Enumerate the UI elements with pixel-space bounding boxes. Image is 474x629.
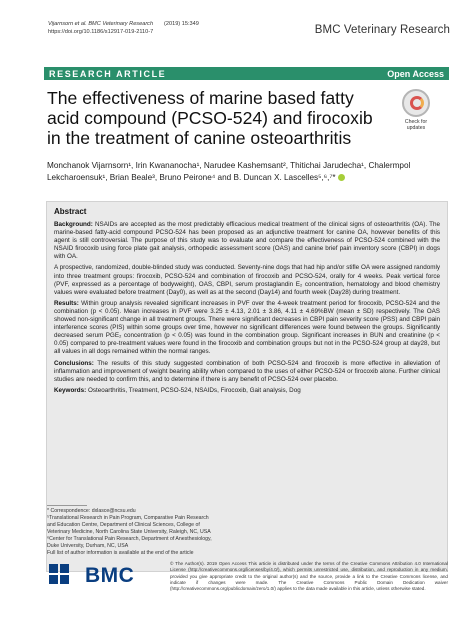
bmc-logo	[47, 560, 142, 590]
abstract-methods: A prospective, randomized, double-blinded study was conducted. Seventy-nine dogs that had hip and/or stifle OA were assigned randomly into three treatment groups: firocoxib, PCSO-524 and combination of firocoxib and PCSO-524, orally for 4 weeks. Peak vertical force (PVF, expressed as a percentage of bodyweight), OAS, CBPI, serum prostaglandin E₂ concentration, hematology and blood chemistry values were evaluated before treatment (Day0), as well as at the second (Day14) and fourth week (Day28) during treatment.	[54, 264, 440, 296]
crossmark-icon	[402, 89, 430, 117]
check-for-updates-badge[interactable]	[397, 89, 435, 135]
citation-authors: Vijarnsorn	[48, 21, 74, 27]
background-label: Background:	[54, 221, 93, 228]
background-text: NSAIDs are accepted as the most predictably efficacious medical treatment of the clinical signs of osteoarthritis (OA). The marine-based fatty-acid compound PCSO-524 has been proposed as an adjunctive treatment for canine OA, however benefits of this agent is still controversial. The purpose of this study was to evaluate and compare the effectiveness of PCSO-524 combined with the NSAID firocoxib using force plate gait analysis, orthopedic assessment score (OAS) and canine brief pain inventory score (CBPI) in dogs with OA.	[54, 221, 440, 261]
conclusions-text: The results of this study suggested combination of both PCSO-524 and firocoxib is more effective in alleviation of inflammation and improvement of weight bearing ability when compared to the uses of either PCSO-524 or firocoxib alone. Further clinical studies are needed to confirm this, and to determine if there is any benefit of PCSO-524 over placebo.	[54, 359, 440, 383]
badge-line2: updates	[406, 125, 426, 131]
correspondence[interactable]: * Correspondence: dxlasce@ncsu.edu	[47, 508, 136, 514]
bmc-logo-text: BMC	[85, 564, 135, 587]
orcid-icon[interactable]	[338, 174, 345, 181]
journal-name: BMC Veterinary Research	[314, 24, 450, 36]
bmc-logo-icon	[47, 560, 81, 590]
badge-line1: Check for	[404, 119, 428, 125]
keywords-label: Keywords:	[54, 386, 87, 394]
abstract-keywords	[54, 387, 440, 395]
author-list	[47, 160, 447, 184]
abstract-conclusions	[54, 360, 440, 384]
results-text: Within group analysis revealed significant increases in PVF over the 4-week treatment period for firocoxib, PCSO-524 and the combination (p < 0.05). Mean increases in PVF were 3.25 ± 4.13, 2.01 ± 3.86, 4.11 ± 4.69%BW (mean ± SD) respectively. The OAS showed non-significant change in all treatment groups. There were significant decreases in CBPI pain severity score (PSS) and CBPI pain interference scores (PIS) within some groups over time, however no significant differences were found between the groups. Significantly decreased serum PGE₂ concentration (p < 0.05) was found in the combination group. Significant increases in BUN and creatinine (p < 0.05) compared to pre-treatment values were found in the firocoxib and combination groups but not in the PCSO-524 group at day28, but all values in all dogs remained within the normal ranges.	[54, 299, 440, 356]
author-info-note: Full list of author information is available at the end of the article	[47, 550, 194, 556]
citation-year: (2019) 15:349	[164, 21, 199, 27]
abstract-results	[54, 300, 440, 357]
authors-text: Monchanok Vijarnsorn¹, Irin Kwananocha¹, Narudee Kashemsant², Thitichai Jarudecha¹, Chalermpol Lekcharoensuk¹, Brian Beale³, Bruno Peirone⁴ and B. Duncan X. Lascelles⁵,⁶,⁷*	[47, 161, 411, 182]
footnote-divider	[47, 505, 87, 506]
results-label: Results:	[54, 299, 79, 307]
affiliation-5: ⁵Translational Research in Pain Program, Comparative Pain Research and Education Centre, Department of Clinical Sciences, College of Veterinary Medicine, North Carolina State University, Raleigh, NC, USA	[47, 515, 211, 535]
abstract-heading: Abstract	[54, 207, 87, 216]
citation-header	[48, 20, 199, 36]
open-access-label: Open Access	[387, 68, 444, 79]
doi-link[interactable]: https://doi.org/10.1186/s12917-019-2110-7	[48, 29, 154, 35]
citation-journal: et al. BMC Veterinary Research	[73, 21, 154, 27]
abstract-background	[54, 221, 440, 261]
keywords-text: Osteoarthritis, Treatment, PCSO-524, NSAIDs, Firocoxib, Gait analysis, Dog	[86, 386, 301, 394]
article-banner	[44, 67, 449, 80]
affiliation-6: ⁶Center for Translational Pain Research, Department of Anesthesiology, Duke University, Durham, NC, USA	[47, 536, 212, 549]
footnotes	[47, 505, 217, 557]
license-text: © The Author(s). 2019 Open Access This article is distributed under the terms of the Creative Commons Attribution 4.0 International License (http://creativecommons.org/licenses/by/4.0/), which permits unrestricted use, distribution, and reproduction in any medium, provided you give appropriate credit to the original author(s) and the source, provide a link to the Creative Commons license, and indicate if changes were made. The Creative Commons Public Domain Dedication waiver (http://creativecommons.org/publicdomain/zero/1.0/) applies to the data made available in this article, unless otherwise stated.	[170, 561, 448, 592]
article-title: The effectiveness of marine based fatty acid compound (PCSO-524) and firocoxib in the treatment of canine osteoarthritis	[47, 88, 373, 148]
conclusions-label: Conclusions:	[54, 359, 94, 367]
article-type: RESEARCH ARTICLE	[49, 68, 167, 79]
